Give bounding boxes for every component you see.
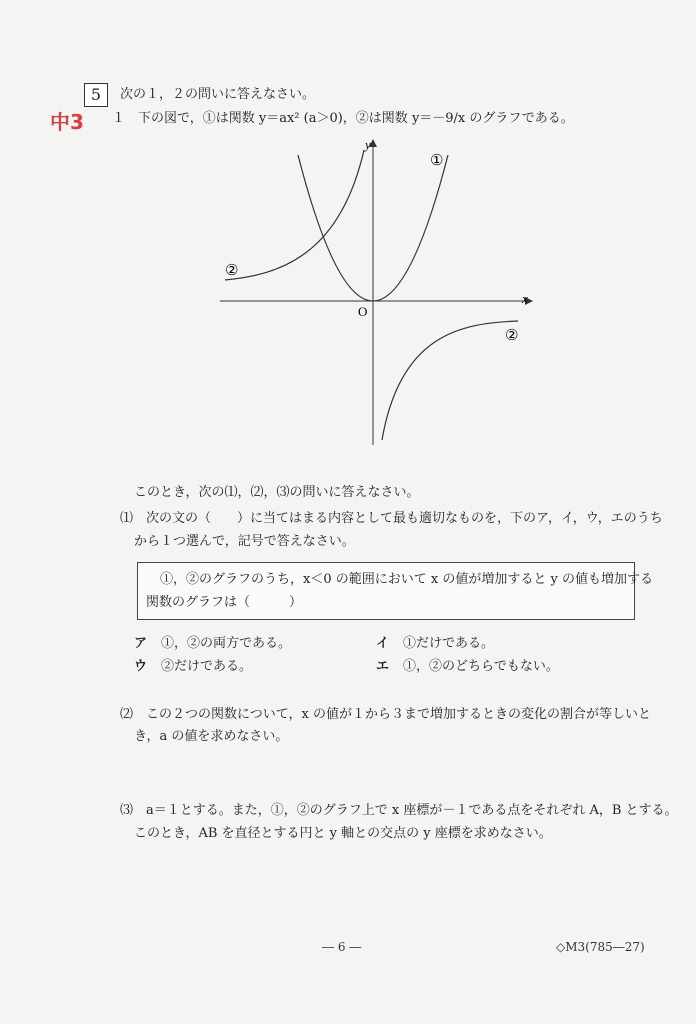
option-i[interactable] xyxy=(376,632,494,651)
curve-1-label: ① xyxy=(430,151,444,169)
origin-label: O xyxy=(358,304,368,319)
option-a[interactable] xyxy=(134,632,291,651)
curve-2-label-right: ② xyxy=(505,326,519,344)
function-graph xyxy=(220,135,540,455)
option-e-text: ①，②のどちらでもない。 xyxy=(403,659,559,674)
q2-line1: ⑵ この２つの関数について，x の値が１から３まで増加するときの変化の割合が等しいと xyxy=(120,707,651,722)
q2-line2: き，a の値を求めなさい。 xyxy=(134,729,289,744)
y-axis-label: y xyxy=(365,137,371,152)
page-number: ― 6 ― xyxy=(322,940,362,954)
option-i-text: ①だけである。 xyxy=(403,636,495,651)
option-u-key: ウ xyxy=(134,659,148,674)
q3-line2: このとき，AB を直径とする円と y 軸との交点の y 座標を求めなさい。 xyxy=(134,826,552,841)
curve-2-label-left: ② xyxy=(225,261,239,279)
option-i-key: イ xyxy=(376,636,390,651)
option-u[interactable] xyxy=(134,655,252,674)
document-code: ◇M3(785―27) xyxy=(556,940,645,954)
x-axis-label: x xyxy=(522,291,528,306)
curve-2-right-branch xyxy=(382,321,518,440)
q3-line1: ⑶ a＝１とする。また，①，②のグラフ上で x 座標が－１である点をそれぞれ A，B とする。 xyxy=(120,803,678,818)
statement-line2: 関数のグラフは（ ） xyxy=(146,595,303,610)
statement-box xyxy=(137,562,653,620)
question-number-box: 5 xyxy=(84,83,108,107)
problem1-text: １ 下の図で，①は関数 y＝ax² (a＞0)，②は関数 y＝－9/x のグラフである。 xyxy=(112,111,574,126)
q1-line1: ⑴ 次の文の（ ）に当てはまる内容として最も適切なものを，下のア，イ，ウ，エのうち xyxy=(120,511,663,526)
curve-2-left-branch xyxy=(225,150,364,280)
q1-line2: から１つ選んで，記号で答えなさい。 xyxy=(134,534,355,549)
option-e-key: エ xyxy=(376,659,390,674)
option-e[interactable] xyxy=(376,655,559,674)
grade-stamp: 中3 xyxy=(50,110,84,134)
intro-text: 次の１，２の問いに答えなさい。 xyxy=(120,87,316,102)
option-a-text: ①，②の両方である。 xyxy=(161,636,292,651)
statement-line1: ①，②のグラフのうち，x＜0 の範囲において x の値が増加すると y の値も増加する xyxy=(160,572,653,587)
option-u-text: ②だけである。 xyxy=(161,659,253,674)
option-a-key: ア xyxy=(134,636,148,651)
ask-text: このとき，次の⑴，⑵，⑶の問いに答えなさい。 xyxy=(134,485,420,500)
